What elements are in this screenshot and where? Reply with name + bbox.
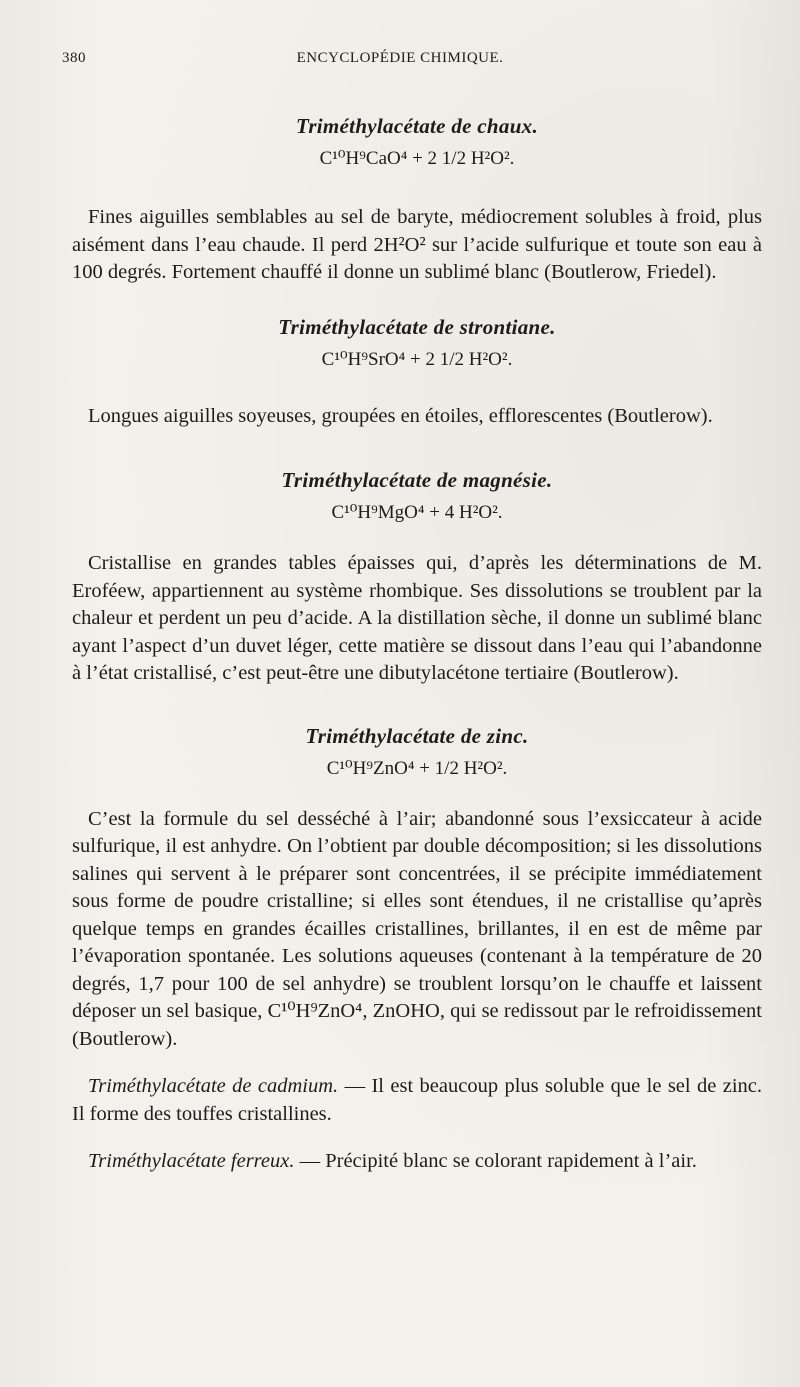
formula-zinc: C¹⁰H⁹ZnO⁴ + 1/2 H²O². (326, 757, 508, 779)
formula-strontiane: C¹⁰H⁹SrO⁴ + 2 1/2 H²O². (321, 348, 513, 370)
text-ferreux: — Précipité blanc se colorant rapidement à l’air. (294, 1150, 697, 1172)
page-body (72, 112, 762, 1176)
paragraph-chaux: Fines aiguilles semblables au sel de baryte, médiocrement solubles à froid, plus aisément dans l’eau chaude. Il perd 2H²O² sur l’acide sulfurique et toute son eau à 100 degrés. Fortement chauffé il donne un sublimé blanc (Boutlerow, Friedel). (72, 206, 762, 283)
heading-cadmium: Triméthylacétate de cadmium. (88, 1075, 339, 1097)
formula-magnesie: C¹⁰H⁹MgO⁴ + 4 H²O². (331, 502, 503, 523)
running-head (62, 50, 738, 74)
heading-strontiane: Triméthylacétate de strontiane. (278, 314, 556, 339)
paragraph-ferreux (72, 1148, 762, 1176)
formula-chaux: C¹⁰H⁹CaO⁴ + 2 1/2 H²O². (319, 148, 515, 169)
heading-chaux: Triméthylacétate de chaux. (295, 114, 539, 138)
paragraph-zinc: C’est la formule du sel desséché à l’air; abandonné sous l’exsiccateur à acide sulfurique, il est anhydre. On l’obtient par double décomposition; si les dissolutions salines qui servent à le préparer sont concentrées, il se précipite immédiatement sous forme de poudre cristalline; si elles sont étendues, il ne cristallise qu’après quelque temps en grandes écailles cristallines, brillantes, il en est de même par l’évaporation spontanée. Les solutions aqueuses (contenant à la température de 20 degrés, 1,7 pour 100 de sel anhydre) se troublent lorsqu’on le chauffe et laissent déposer un sel basique, C¹⁰H⁹ZnO⁴, ZnOHO, qui se redissout par le refroidissement (Boutlerow). (72, 807, 762, 1050)
paragraph-magnesie: Cristallise en grandes tables épaisses qui, d’après les déterminations de M. Eroféew, appartiennent au système rhombique. Ses dissolutions se troublent par la chaleur et perdent un peu d’acide. A la distillation sèche, il donne un sublimé blanc ayant l’aspect d’un duvet léger, cette matière se dissout dans l’eau qui l’abandonne à l’état cristallisé, c’est peut-être une dibutylacétone tertiaire (Boutlerow). (72, 552, 762, 684)
heading-ferreux: Triméthylacétate ferreux. (88, 1150, 295, 1172)
heading-zinc: Triméthylacétate de zinc. (305, 723, 529, 748)
page-number: 380 (62, 50, 86, 66)
text-cadmium: — Il est beaucoup plus soluble que le sel de zinc. Il forme des touffes cristallines. (72, 1075, 762, 1125)
paragraph-cadmium (72, 1073, 762, 1128)
heading-magnesie: Triméthylacétate de magnésie. (281, 468, 553, 492)
running-head-title: ENCYCLOPÉDIE CHIMIQUE. (296, 50, 504, 66)
paragraph-strontiane: Longues aiguilles soyeuses, groupées en étoiles, efflorescentes (Boutlerow). (88, 404, 713, 427)
